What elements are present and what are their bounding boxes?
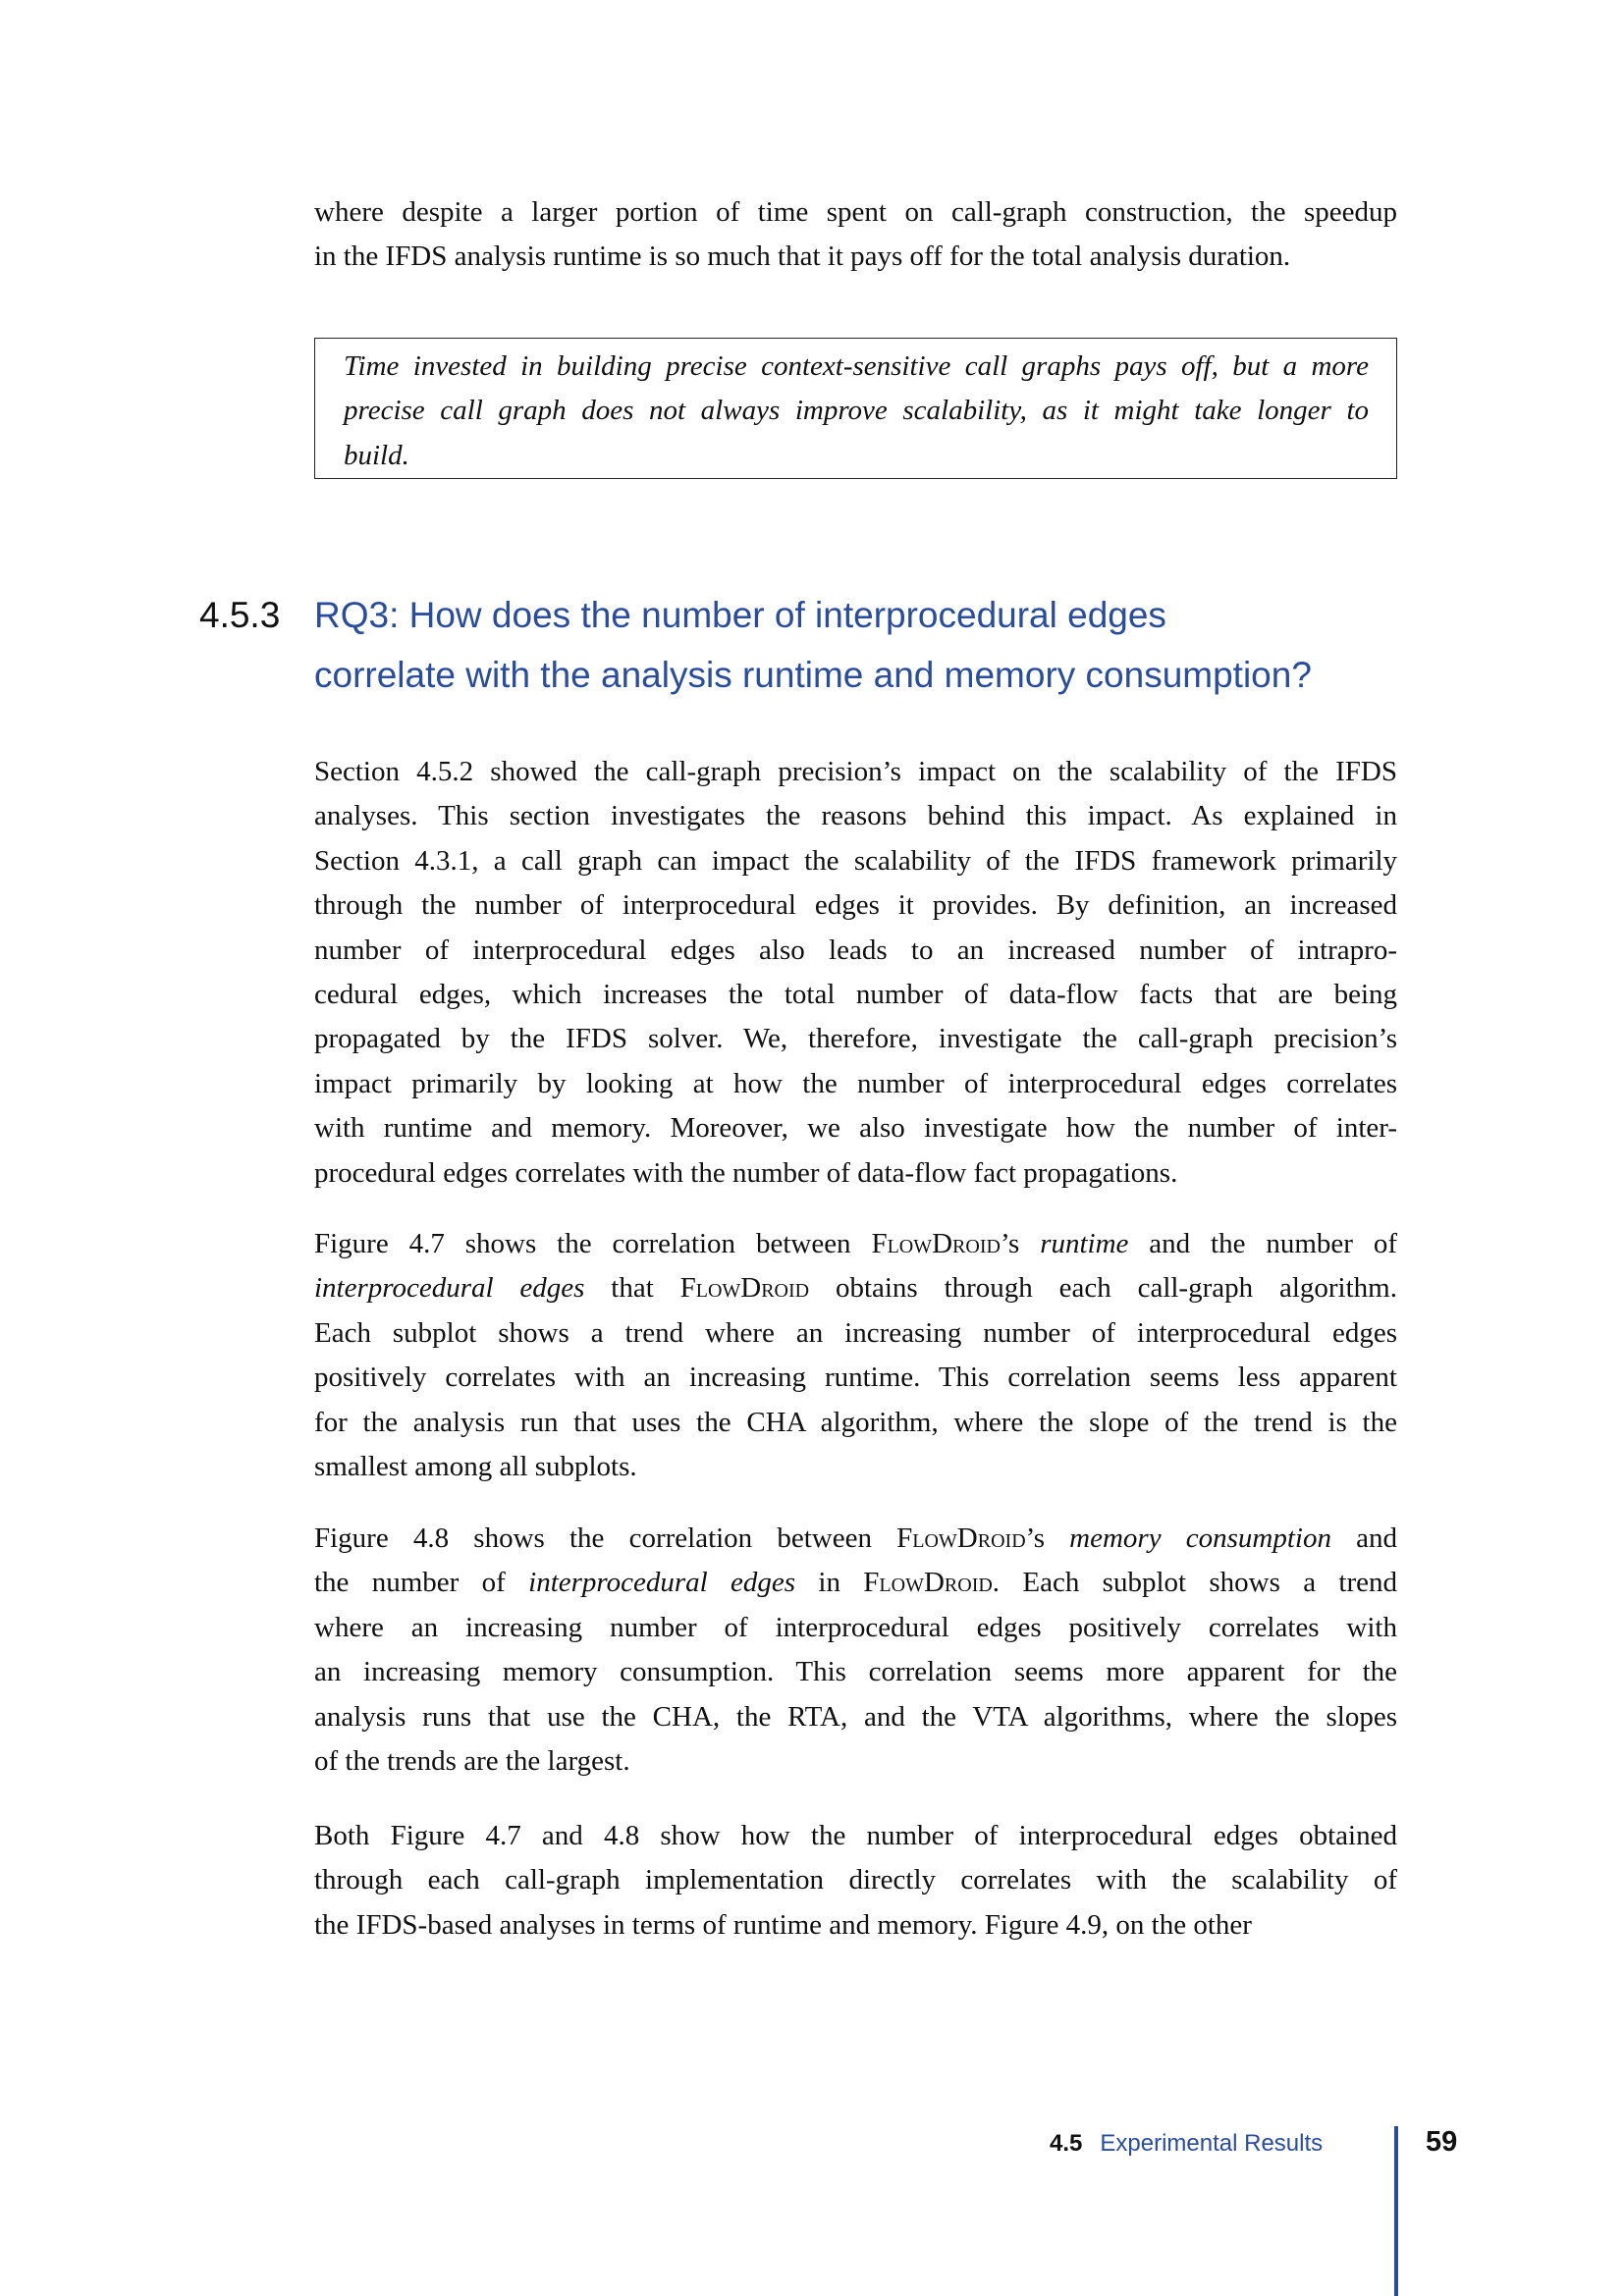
tool-name: FlowDroid xyxy=(871,1228,1001,1259)
page-number: 59 xyxy=(1426,2126,1458,2158)
text-segment: and the number of xyxy=(1128,1228,1398,1259)
tool-name: FlowDroid xyxy=(863,1567,993,1599)
emphasis-text: interprocedural edges xyxy=(528,1567,796,1599)
text-line xyxy=(314,235,1397,279)
text-line xyxy=(314,1401,1397,1445)
section-title-line: correlate with the analysis runtime and memory consumption? xyxy=(314,655,1312,695)
text-line xyxy=(314,1356,1397,1400)
text-line xyxy=(314,1561,1397,1605)
text-line xyxy=(314,839,1397,883)
text-segment: smallest among all subplots. xyxy=(314,1450,637,1482)
emphasis-text: runtime xyxy=(1040,1228,1129,1259)
text-line xyxy=(314,929,1397,973)
text-segment: impact primarily by looking at how the number of interprocedural edges correlates xyxy=(314,1067,1397,1099)
text-segment: propagated by the IFDS solver. We, therefore, investigate the call-graph precision’s xyxy=(314,1023,1397,1055)
text-segment: through the number of interprocedural edges it provides. By definition, an increased xyxy=(314,889,1397,922)
text-segment: . Each subplot shows a trend xyxy=(992,1567,1397,1599)
body-paragraph xyxy=(314,1517,1397,1784)
text-segment: ’s xyxy=(1000,1228,1041,1259)
text-line xyxy=(314,883,1397,928)
takeaway-box xyxy=(314,338,1397,479)
section-title-line: RQ3: How does the number of interprocedural edges xyxy=(314,595,1166,635)
text-segment: in xyxy=(795,1567,864,1599)
text-line xyxy=(314,1858,1397,1902)
text-segment: ’s xyxy=(1025,1522,1070,1554)
text-line xyxy=(314,1606,1397,1650)
text-line xyxy=(314,1222,1397,1266)
intro-paragraph xyxy=(314,190,1397,280)
footer-divider xyxy=(1394,2126,1398,2296)
takeaway-line: build. xyxy=(344,439,409,471)
text-line xyxy=(314,1650,1397,1694)
text-line xyxy=(314,973,1397,1017)
text-segment: with runtime and memory. Moreover, we also investigate how the number of inter- xyxy=(314,1112,1397,1145)
text-segment: an increasing memory consumption. This correlation seems more apparent for the xyxy=(314,1656,1397,1688)
text-segment: Both Figure 4.7 and 4.8 show how the number of interprocedural edges obtained xyxy=(314,1820,1397,1851)
text-line xyxy=(314,1266,1397,1310)
tool-name: FlowDroid xyxy=(896,1522,1026,1554)
text-line xyxy=(314,1017,1397,1061)
text-segment: analysis runs that use the CHA, the RTA, and the VTA algorithms, where the slopes xyxy=(314,1700,1397,1733)
tool-name: FlowDroid xyxy=(679,1272,810,1305)
text-segment: number of interprocedural edges also leads to an increased number of intrapro- xyxy=(314,934,1397,966)
footer-section-title: Experimental Results xyxy=(1100,2130,1324,2157)
text-segment: where despite a larger portion of time spent on call-graph construction, the speedup xyxy=(314,196,1397,228)
text-segment: the number of xyxy=(314,1567,529,1599)
text-segment: where an increasing number of interprocedural edges positively correlates with xyxy=(314,1611,1397,1643)
text-segment: and xyxy=(1330,1522,1398,1554)
text-segment: the IFDS-based analyses in terms of runtime and memory. Figure 4.9, on the other xyxy=(314,1908,1252,1941)
text-line xyxy=(314,1903,1397,1948)
text-segment: Figure 4.8 shows the correlation between xyxy=(314,1522,897,1554)
text-segment: positively correlates with an increasing runtime. This correlation seems less apparent xyxy=(314,1362,1397,1394)
text-line xyxy=(314,1695,1397,1739)
text-segment: Each subplot shows a trend where an increasing number of interprocedural edges xyxy=(314,1316,1397,1349)
text-segment: that xyxy=(584,1272,680,1305)
text-segment: procedural edges correlates with the number of data-flow fact propagations. xyxy=(314,1156,1178,1189)
running-footer xyxy=(1050,2130,1323,2158)
text-segment: Section 4.3.1, a call graph can impact the scalability of the IFDS framework primarily xyxy=(314,844,1397,877)
takeaway-line: precise call graph does not always improve scalability, as it might take longer to xyxy=(344,395,1369,427)
text-line xyxy=(314,190,1397,235)
text-line xyxy=(314,750,1397,794)
text-line xyxy=(314,1151,1397,1196)
emphasis-text: memory consumption xyxy=(1069,1522,1331,1554)
section-title xyxy=(314,585,1312,705)
text-segment: cedural edges, which increases the total number of data-flow facts that are being xyxy=(314,978,1397,1010)
text-line xyxy=(314,1311,1397,1356)
emphasis-text: interprocedural edges xyxy=(314,1272,585,1305)
footer-section-number: 4.5 xyxy=(1050,2130,1083,2157)
body-paragraph xyxy=(314,750,1397,1196)
text-segment: obtains through each call-graph algorithm. xyxy=(809,1272,1397,1305)
text-line xyxy=(314,1739,1397,1784)
takeaway-line: Time invested in building precise context-sensitive call graphs pays off, but a more xyxy=(344,350,1369,382)
text-line xyxy=(314,1517,1397,1561)
text-line xyxy=(314,1106,1397,1150)
text-line xyxy=(314,794,1397,838)
section-number: 4.5.3 xyxy=(199,595,281,635)
text-line xyxy=(314,1445,1397,1489)
text-segment: Section 4.5.2 showed the call-graph precision’s impact on the scalability of the IFDS xyxy=(314,756,1397,787)
text-segment: for the analysis run that uses the CHA algorithm, where the slope of the trend is the xyxy=(314,1406,1397,1438)
text-segment: in the IFDS analysis runtime is so much that it pays off for the total analysis duration. xyxy=(314,240,1291,273)
body-paragraph xyxy=(314,1814,1397,1948)
text-segment: through each call-graph implementation directly correlates with the scalability of xyxy=(314,1864,1397,1896)
text-line xyxy=(314,1814,1397,1858)
text-segment: of the trends are the largest. xyxy=(314,1744,630,1777)
text-segment: analyses. This section investigates the reasons behind this impact. As explained in xyxy=(314,800,1397,832)
body-paragraph xyxy=(314,1222,1397,1489)
text-line xyxy=(314,1062,1397,1106)
text-segment: Figure 4.7 shows the correlation between xyxy=(314,1228,872,1259)
